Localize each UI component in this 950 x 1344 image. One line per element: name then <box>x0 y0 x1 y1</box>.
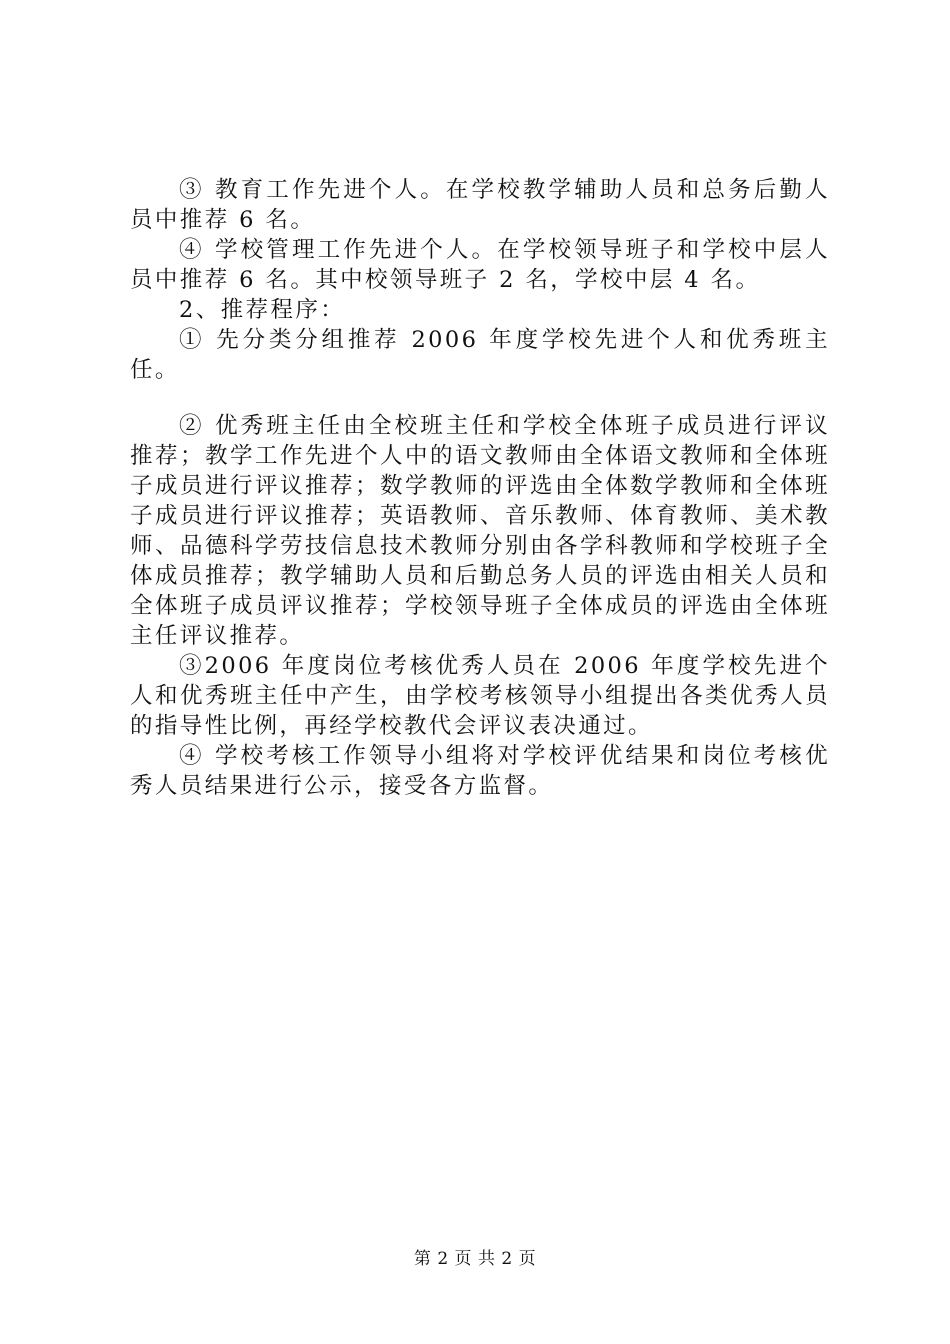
paragraph-step-one: ① 先分类分组推荐 2006 年度学校先进个人和优秀班主任。 <box>130 327 830 383</box>
paragraph-step-four: ④ 学校考核工作领导小组将对学校评优结果和岗位考核优秀人员结果进行公示，接受各方监督。 <box>130 743 830 799</box>
page-footer: 第 2 页 共 2 页 <box>413 1249 537 1269</box>
paragraph-education-work: ③ 教育工作先进个人。在学校教学辅助人员和总务后勤人员中推荐 6 名。 <box>130 177 830 233</box>
paragraph-spacer <box>130 385 830 411</box>
paragraph-step-three: ③2006 年度岗位考核优秀人员在 2006 年度学校先进个人和优秀班主任中产生，由学校考核领导小组提出各类优秀人员的指导性比例，再经学校教代会评议表决通过。 <box>130 653 830 739</box>
paragraph-management-work: ④ 学校管理工作先进个人。在学校领导班子和学校中层人员中推荐 6 名。其中校领导班子 2 名，学校中层 4 名。 <box>130 237 830 293</box>
paragraph-procedure-heading: 2、推荐程序： <box>179 297 346 323</box>
paragraph-step-two: ② 优秀班主任由全校班主任和学校全体班子成员进行评议推荐；教学工作先进个人中的语文教师由全体语文教师和全体班子成员进行评议推荐；数学教师的评选由全体数学教师和全体班子成员进行评议推荐；英语教师、音乐教师、体育教师、美术教师、品德科学劳技信息技术教师分别由各学科教师和学校班子全体成员推荐；教学辅助人员和后勤总务人员的评选由相关人员和全体班子成员评议推荐；学校领导班子全体成员的评选由全体班主任评议推荐。 <box>130 413 830 649</box>
document-body <box>130 175 830 801</box>
